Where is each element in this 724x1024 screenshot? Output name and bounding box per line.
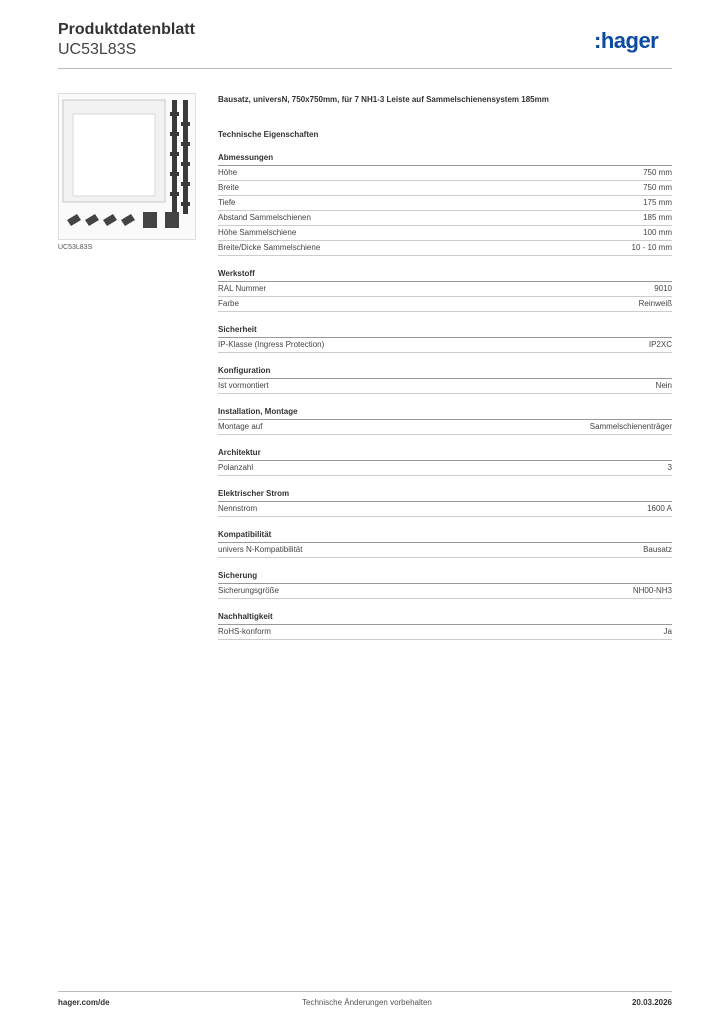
technical-properties-heading: Technische Eigenschaften (218, 130, 319, 139)
spec-label: univers N-Kompatibilität (218, 545, 303, 554)
spec-row (218, 338, 672, 353)
spec-value: 175 mm (643, 198, 672, 207)
spec-section (218, 610, 672, 640)
spec-row (218, 181, 672, 196)
section-title: Abmessungen (218, 151, 672, 166)
spec-value: Sammelschienenträger (589, 422, 672, 431)
spec-label: Farbe (218, 299, 239, 308)
footer-notice: Technische Änderungen vorbehalten (302, 998, 432, 1007)
spec-value: 1600 A (647, 504, 672, 513)
spec-section (218, 487, 672, 517)
section-title: Sicherung (218, 569, 672, 584)
section-title: Konfiguration (218, 364, 672, 379)
spec-label: Breite (218, 183, 239, 192)
spec-label: RoHS-konform (218, 627, 271, 636)
page-header (58, 20, 195, 60)
spec-section (218, 446, 672, 476)
spec-section (218, 151, 672, 256)
spec-sections (218, 151, 672, 640)
product-image (58, 93, 196, 240)
spec-value: 3 (667, 463, 672, 472)
section-title: Werkstoff (218, 267, 672, 282)
spec-row (218, 625, 672, 640)
spec-row (218, 461, 672, 476)
section-title: Kompatibilität (218, 528, 672, 543)
spec-value: Nein (655, 381, 672, 390)
spec-section (218, 528, 672, 558)
spec-label: Nennstrom (218, 504, 258, 513)
spec-value: NH00-NH3 (632, 586, 672, 595)
product-illustration (59, 94, 195, 239)
spec-label: Tiefe (218, 198, 236, 207)
product-code: UC53L83S (58, 41, 137, 58)
footer-date: 20.03.2026 (631, 998, 672, 1007)
spec-label: Ist vormontiert (218, 381, 269, 390)
footer-divider (58, 991, 672, 992)
spec-row (218, 166, 672, 181)
spec-section (218, 267, 672, 312)
spec-label: Polanzahl (218, 463, 254, 472)
spec-value: 10 - 10 mm (631, 243, 672, 252)
spec-row (218, 379, 672, 394)
spec-label: Breite/Dicke Sammelschiene (218, 243, 321, 252)
section-title: Sicherheit (218, 323, 672, 338)
product-details (218, 94, 672, 640)
spec-label: IP-Klasse (Ingress Protection) (218, 340, 325, 349)
spec-row (218, 297, 672, 312)
section-title: Architektur (218, 446, 672, 461)
spec-value: IP2XC (648, 340, 672, 349)
spec-section (218, 364, 672, 394)
spec-value: 9010 (654, 284, 672, 293)
spec-label: Höhe (218, 168, 238, 177)
footer-website: hager.com/de (58, 998, 110, 1007)
spec-row (218, 241, 672, 256)
section-title: Nachhaltigkeit (218, 610, 672, 625)
product-description: Bausatz, universN, 750x750mm, für 7 NH1-3 Leiste auf Sammelschienensystem 185mm (218, 95, 549, 104)
spec-row (218, 584, 672, 599)
spec-section (218, 323, 672, 353)
spec-row (218, 543, 672, 558)
section-title: Installation, Montage (218, 405, 672, 420)
spec-row (218, 420, 672, 435)
spec-label: RAL Nummer (218, 284, 267, 293)
spec-row (218, 211, 672, 226)
hager-logo: :hager (594, 28, 659, 53)
spec-label: Montage auf (218, 422, 263, 431)
document-title: Produktdatenblatt (58, 21, 195, 38)
spec-section (218, 569, 672, 599)
spec-label: Sicherungsgröße (218, 586, 279, 595)
spec-value: 185 mm (643, 213, 672, 222)
header-divider (58, 68, 672, 69)
spec-row (218, 282, 672, 297)
spec-value: Reinweiß (638, 299, 672, 308)
spec-value: 750 mm (643, 168, 672, 177)
section-title: Elektrischer Strom (218, 487, 672, 502)
spec-label: Höhe Sammelschiene (218, 228, 297, 237)
spec-row (218, 226, 672, 241)
spec-row (218, 196, 672, 211)
spec-value: 750 mm (643, 183, 672, 192)
spec-value: Bausatz (643, 545, 672, 554)
spec-label: Abstand Sammelschienen (218, 213, 311, 222)
spec-value: 100 mm (643, 228, 672, 237)
spec-value: Ja (663, 627, 672, 636)
spec-section (218, 405, 672, 435)
image-caption: UC53L83S (58, 244, 93, 251)
spec-row (218, 502, 672, 517)
